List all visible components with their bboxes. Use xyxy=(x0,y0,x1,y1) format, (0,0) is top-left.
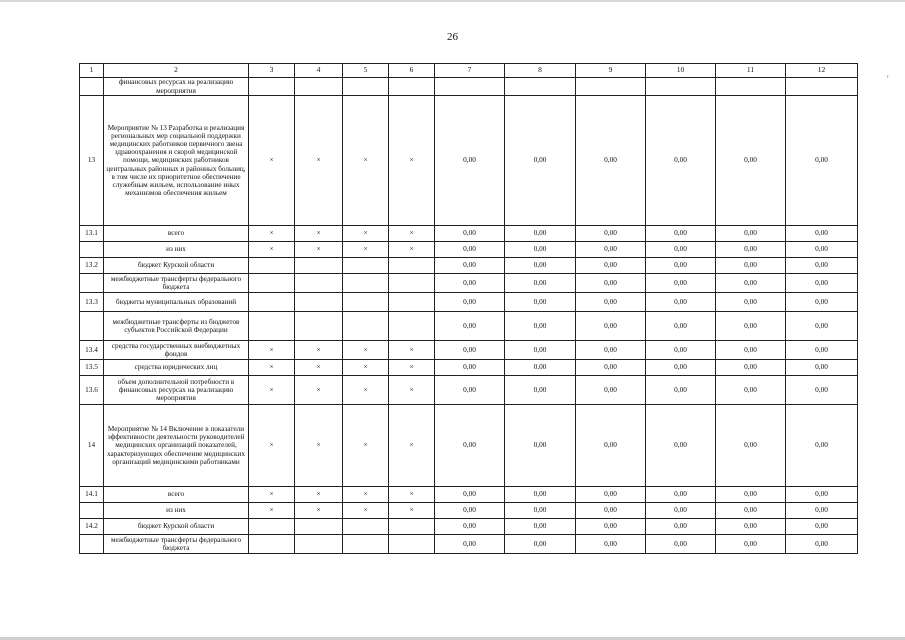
row-name: финансовых ресурсах на реализацию мероприятия xyxy=(104,78,249,96)
value-cell: 0,00 xyxy=(435,293,505,312)
table-row xyxy=(80,376,858,405)
value-cell: 0,00 xyxy=(435,487,505,503)
value-cell: × xyxy=(249,242,295,258)
value-cell xyxy=(389,312,435,341)
value-cell xyxy=(295,274,343,293)
value-cell: 0,00 xyxy=(505,405,576,487)
value-cell: × xyxy=(295,242,343,258)
row-name: всего xyxy=(104,487,249,503)
table-row xyxy=(80,519,858,535)
value-cell: 0,00 xyxy=(646,258,716,274)
row-name: всего xyxy=(104,226,249,242)
value-cell: 0,00 xyxy=(786,226,858,242)
value-cell: 0,00 xyxy=(576,405,646,487)
value-cell xyxy=(389,258,435,274)
value-cell: × xyxy=(389,96,435,226)
value-cell: 0,00 xyxy=(576,376,646,405)
value-cell xyxy=(343,78,389,96)
row-number: 13.6 xyxy=(80,376,104,405)
value-cell: × xyxy=(295,341,343,360)
value-cell: × xyxy=(343,360,389,376)
row-number: 14.1 xyxy=(80,487,104,503)
value-cell: × xyxy=(343,487,389,503)
value-cell: 0,00 xyxy=(505,487,576,503)
table-row xyxy=(80,503,858,519)
value-cell: 0,00 xyxy=(435,405,505,487)
column-header: 10 xyxy=(646,64,716,78)
row-number: 13.3 xyxy=(80,293,104,312)
value-cell: 0,00 xyxy=(435,242,505,258)
value-cell: × xyxy=(389,226,435,242)
row-number xyxy=(80,535,104,554)
value-cell: 0,00 xyxy=(786,274,858,293)
value-cell: 0,00 xyxy=(505,293,576,312)
value-cell: 0,00 xyxy=(505,503,576,519)
value-cell: 0,00 xyxy=(646,242,716,258)
column-header: 5 xyxy=(343,64,389,78)
table-row xyxy=(80,258,858,274)
table-row xyxy=(80,226,858,242)
value-cell xyxy=(389,78,435,96)
table-row xyxy=(80,341,858,360)
value-cell: 0,00 xyxy=(435,519,505,535)
value-cell: 0,00 xyxy=(716,274,786,293)
value-cell: × xyxy=(343,341,389,360)
value-cell: × xyxy=(249,376,295,405)
value-cell: × xyxy=(343,242,389,258)
value-cell: × xyxy=(295,96,343,226)
value-cell xyxy=(576,78,646,96)
value-cell xyxy=(249,312,295,341)
value-cell: × xyxy=(389,360,435,376)
value-cell xyxy=(343,519,389,535)
value-cell: 0,00 xyxy=(786,535,858,554)
value-cell: 0,00 xyxy=(435,503,505,519)
column-header: 12 xyxy=(786,64,858,78)
table-row xyxy=(80,312,858,341)
value-cell xyxy=(389,274,435,293)
column-header: 4 xyxy=(295,64,343,78)
row-name: из них xyxy=(104,503,249,519)
table-row xyxy=(80,96,858,226)
value-cell xyxy=(343,535,389,554)
value-cell: 0,00 xyxy=(576,293,646,312)
value-cell: 0,00 xyxy=(435,312,505,341)
value-cell: × xyxy=(249,96,295,226)
value-cell: 0,00 xyxy=(646,519,716,535)
scan-edge-top xyxy=(0,0,905,2)
value-cell: 0,00 xyxy=(505,376,576,405)
value-cell xyxy=(295,312,343,341)
value-cell: × xyxy=(295,503,343,519)
row-name: бюджет Курской области xyxy=(104,258,249,274)
value-cell xyxy=(343,293,389,312)
value-cell: 0,00 xyxy=(716,519,786,535)
value-cell: 0,00 xyxy=(576,242,646,258)
value-cell: 0,00 xyxy=(716,503,786,519)
value-cell: 0,00 xyxy=(716,312,786,341)
value-cell xyxy=(343,274,389,293)
value-cell: 0,00 xyxy=(716,242,786,258)
budget-table xyxy=(79,63,858,554)
value-cell xyxy=(295,519,343,535)
value-cell: × xyxy=(389,376,435,405)
value-cell: 0,00 xyxy=(786,341,858,360)
row-name: бюджеты муниципальных образований xyxy=(104,293,249,312)
value-cell: × xyxy=(343,96,389,226)
value-cell: 0,00 xyxy=(786,503,858,519)
value-cell: 0,00 xyxy=(646,226,716,242)
row-number xyxy=(80,312,104,341)
value-cell xyxy=(295,293,343,312)
value-cell xyxy=(249,274,295,293)
value-cell: × xyxy=(343,226,389,242)
value-cell: 0,00 xyxy=(646,341,716,360)
value-cell: 0,00 xyxy=(576,258,646,274)
value-cell xyxy=(343,258,389,274)
value-cell xyxy=(389,293,435,312)
value-cell: 0,00 xyxy=(505,519,576,535)
row-name: Мероприятие № 14 Включение в показатели эффективности деятельности руководителей медицинских организаций показателей, характеризующих обеспечение медицинских организаций медицинскими работниками xyxy=(104,405,249,487)
value-cell xyxy=(249,293,295,312)
row-number: 13.2 xyxy=(80,258,104,274)
table-row xyxy=(80,293,858,312)
row-number: 13.1 xyxy=(80,226,104,242)
value-cell: 0,00 xyxy=(716,293,786,312)
value-cell: 0,00 xyxy=(786,312,858,341)
value-cell: 0,00 xyxy=(435,96,505,226)
row-number xyxy=(80,274,104,293)
value-cell: 0,00 xyxy=(646,535,716,554)
value-cell: 0,00 xyxy=(646,503,716,519)
row-number xyxy=(80,78,104,96)
value-cell: 0,00 xyxy=(646,405,716,487)
row-name: средства государственных внебюджетных фондов xyxy=(104,341,249,360)
value-cell: 0,00 xyxy=(646,487,716,503)
value-cell: × xyxy=(343,503,389,519)
row-number: 14.2 xyxy=(80,519,104,535)
value-cell xyxy=(389,535,435,554)
value-cell: 0,00 xyxy=(576,503,646,519)
value-cell: 0,00 xyxy=(576,226,646,242)
table-row xyxy=(80,487,858,503)
value-cell: 0,00 xyxy=(576,360,646,376)
value-cell: 0,00 xyxy=(435,360,505,376)
value-cell: 0,00 xyxy=(716,96,786,226)
value-cell xyxy=(343,312,389,341)
row-name: межбюджетные трансферты из бюджетов субъектов Российской Федерации xyxy=(104,312,249,341)
value-cell: 0,00 xyxy=(716,376,786,405)
value-cell: 0,00 xyxy=(435,376,505,405)
row-name: объем дополнительной потребности в финансовых ресурсах на реализацию мероприятия xyxy=(104,376,249,405)
value-cell: 0,00 xyxy=(716,535,786,554)
column-header: 3 xyxy=(249,64,295,78)
margin-mark: ' xyxy=(887,74,889,84)
value-cell: 0,00 xyxy=(646,376,716,405)
value-cell: 0,00 xyxy=(786,360,858,376)
value-cell: 0,00 xyxy=(716,341,786,360)
row-name: из них xyxy=(104,242,249,258)
value-cell: × xyxy=(249,487,295,503)
value-cell xyxy=(295,535,343,554)
value-cell xyxy=(435,78,505,96)
value-cell: 0,00 xyxy=(576,312,646,341)
value-cell xyxy=(249,535,295,554)
value-cell: 0,00 xyxy=(505,312,576,341)
value-cell xyxy=(389,519,435,535)
value-cell: 0,00 xyxy=(716,360,786,376)
value-cell xyxy=(505,78,576,96)
row-name: Мероприятие № 13 Разработка и реализация региональных мер социальной поддержки медицинских работников первичного звена здравоохранения и скорой медицинской помощи, медицинских работников центральных районных и районных больниц, в том числе их приоритетное обеспечение служебным жильем, использование иных механизмов обеспечения жильем xyxy=(104,96,249,226)
value-cell: 0,00 xyxy=(435,274,505,293)
row-name: межбюджетные трансферты федерального бюджета xyxy=(104,535,249,554)
value-cell: 0,00 xyxy=(786,487,858,503)
table-row xyxy=(80,78,858,96)
value-cell: × xyxy=(249,341,295,360)
value-cell: 0,00 xyxy=(716,226,786,242)
value-cell: × xyxy=(249,360,295,376)
value-cell: 0,00 xyxy=(646,274,716,293)
column-header: 9 xyxy=(576,64,646,78)
value-cell xyxy=(249,78,295,96)
value-cell: × xyxy=(295,226,343,242)
header-row xyxy=(80,64,858,78)
table-row xyxy=(80,360,858,376)
value-cell: × xyxy=(295,360,343,376)
table-row xyxy=(80,535,858,554)
value-cell: 0,00 xyxy=(505,535,576,554)
value-cell: 0,00 xyxy=(646,96,716,226)
row-number: 13.5 xyxy=(80,360,104,376)
value-cell: 0,00 xyxy=(435,226,505,242)
value-cell: 0,00 xyxy=(786,293,858,312)
value-cell xyxy=(249,258,295,274)
value-cell: 0,00 xyxy=(505,242,576,258)
value-cell: × xyxy=(389,487,435,503)
value-cell: 0,00 xyxy=(576,341,646,360)
row-name: средства юридических лиц xyxy=(104,360,249,376)
table-row xyxy=(80,274,858,293)
value-cell: 0,00 xyxy=(646,360,716,376)
value-cell: × xyxy=(389,341,435,360)
value-cell xyxy=(786,78,858,96)
column-header: 6 xyxy=(389,64,435,78)
value-cell: 0,00 xyxy=(505,341,576,360)
column-header: 8 xyxy=(505,64,576,78)
page-number: 26 xyxy=(447,31,458,43)
value-cell: 0,00 xyxy=(716,405,786,487)
column-header: 7 xyxy=(435,64,505,78)
row-name: бюджет Курской области xyxy=(104,519,249,535)
table-row xyxy=(80,405,858,487)
value-cell: 0,00 xyxy=(435,341,505,360)
value-cell: 0,00 xyxy=(505,258,576,274)
value-cell: 0,00 xyxy=(646,312,716,341)
table-row xyxy=(80,242,858,258)
table-body xyxy=(80,64,858,554)
value-cell xyxy=(295,78,343,96)
row-number xyxy=(80,242,104,258)
row-number: 13.4 xyxy=(80,341,104,360)
value-cell: × xyxy=(389,405,435,487)
value-cell: × xyxy=(389,242,435,258)
value-cell: 0,00 xyxy=(505,360,576,376)
value-cell: × xyxy=(249,503,295,519)
value-cell: 0,00 xyxy=(786,258,858,274)
value-cell: 0,00 xyxy=(576,96,646,226)
column-header: 11 xyxy=(716,64,786,78)
value-cell: 0,00 xyxy=(505,274,576,293)
value-cell: 0,00 xyxy=(646,293,716,312)
column-header: 2 xyxy=(104,64,249,78)
value-cell: 0,00 xyxy=(505,96,576,226)
value-cell: 0,00 xyxy=(716,258,786,274)
value-cell: 0,00 xyxy=(786,242,858,258)
value-cell: × xyxy=(343,376,389,405)
value-cell: × xyxy=(389,503,435,519)
value-cell xyxy=(716,78,786,96)
value-cell: × xyxy=(343,405,389,487)
value-cell: 0,00 xyxy=(786,96,858,226)
value-cell: 0,00 xyxy=(435,258,505,274)
value-cell: × xyxy=(295,487,343,503)
value-cell: 0,00 xyxy=(786,519,858,535)
value-cell: 0,00 xyxy=(435,535,505,554)
value-cell: 0,00 xyxy=(505,226,576,242)
value-cell: 0,00 xyxy=(576,535,646,554)
column-header: 1 xyxy=(80,64,104,78)
value-cell xyxy=(295,258,343,274)
value-cell: × xyxy=(249,226,295,242)
value-cell: × xyxy=(295,405,343,487)
value-cell xyxy=(646,78,716,96)
value-cell: × xyxy=(249,405,295,487)
value-cell: 0,00 xyxy=(576,519,646,535)
value-cell: 0,00 xyxy=(576,487,646,503)
value-cell xyxy=(249,519,295,535)
row-name: межбюджетные трансферты федерального бюджета xyxy=(104,274,249,293)
value-cell: 0,00 xyxy=(786,376,858,405)
value-cell: 0,00 xyxy=(576,274,646,293)
value-cell: 0,00 xyxy=(786,405,858,487)
value-cell: × xyxy=(295,376,343,405)
row-number xyxy=(80,503,104,519)
row-number: 13 xyxy=(80,96,104,226)
value-cell: 0,00 xyxy=(716,487,786,503)
row-number: 14 xyxy=(80,405,104,487)
